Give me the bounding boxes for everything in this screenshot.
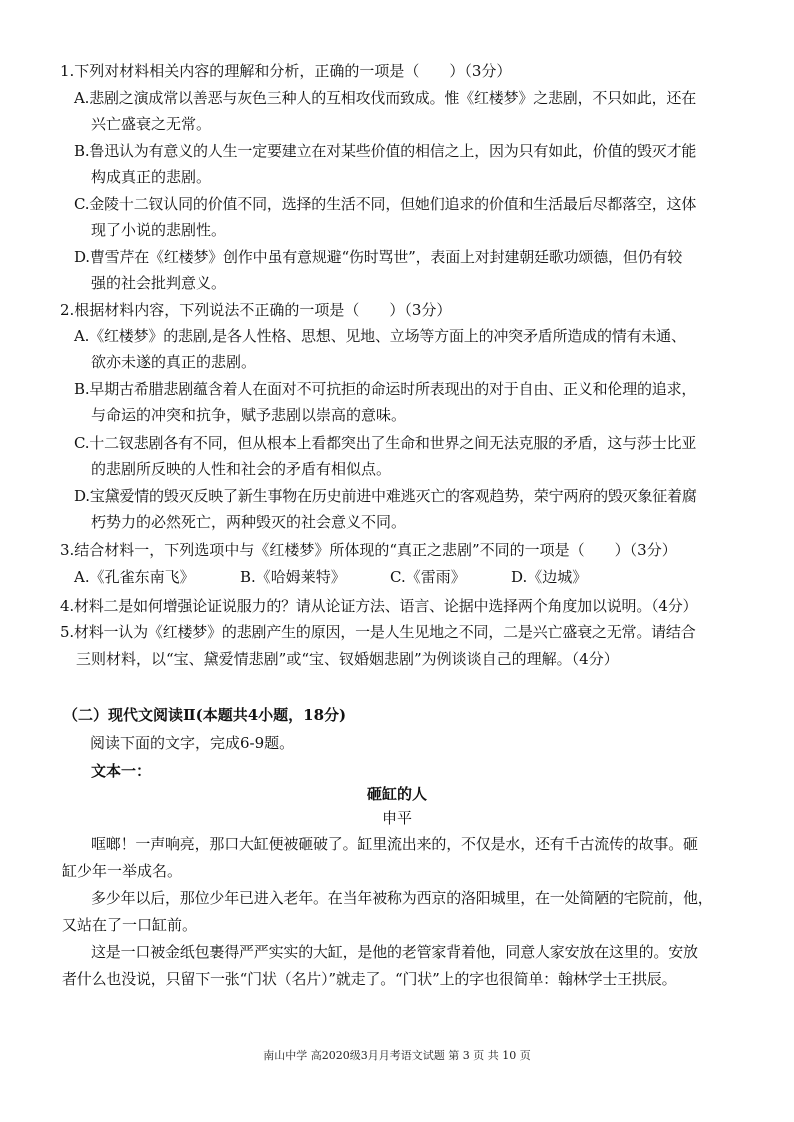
question-1-option-c: C.金陵十二钗认同的价值不同，选择的生活不同，但她们追求的价值和生活最后尽都落空，这体 <box>74 195 697 213</box>
question-1-option-c-cont: 现了小说的悲剧性。 <box>91 221 227 239</box>
story-author: 申平 <box>381 809 412 827</box>
text-label: 文本一： <box>91 762 152 780</box>
question-2-stem: 2.根据材料内容，下列说法不正确的一项是（ ）（3分） <box>60 301 452 319</box>
question-3-choice-b: B.《哈姆莱特》 <box>240 568 346 586</box>
question-1-option-a-cont: 兴亡盛衰之无常。 <box>91 115 212 133</box>
question-1-stem: 1.下列对材料相关内容的理解和分析，正确的一项是（ ）（3分） <box>60 62 512 80</box>
story-paragraph-1-cont: 缸少年一举成名。 <box>62 862 183 880</box>
story-paragraph-2-cont: 又站在了一口缸前。 <box>62 916 198 934</box>
story-paragraph-3-cont: 者什么也没说，只留下一张“门状（名片）”就走了。“门状”上的字也很简单：翰林学士王拱辰。 <box>62 970 677 988</box>
question-2-option-d: D.宝黛爱情的毁灭反映了新生事物在历史前进中难逃灭亡的客观趋势，荣宁两府的毁灭象征着腐 <box>74 487 697 505</box>
question-1-option-d-cont: 强的社会批判意义。 <box>91 274 227 292</box>
question-1-option-b: B.鲁迅认为有意义的人生一定要建立在对某些价值的相信之上，因为只有如此，价值的毁灭才能 <box>74 142 697 160</box>
page-footer: 南山中学 高2020级3月月考语文试题 第 3 页 共 10 页 <box>263 1049 531 1062</box>
question-2-option-c-cont: 的悲剧所反映的人性和社会的矛盾有相似点。 <box>91 460 392 478</box>
story-paragraph-2: 多少年以后，那位少年已进入老年。在当年被称为西京的洛阳城里，在一处简陋的宅院前，他， <box>91 889 713 907</box>
question-1-option-d: D.曹雪芹在《红楼梦》创作中虽有意规避“伤时骂世”，表面上对封建朝廷歌功颂德，但仍有较 <box>74 248 683 266</box>
question-3-stem: 3.结合材料一，下列选项中与《红楼梦》所体现的“真正之悲剧”不同的一项是（ ）（3分） <box>60 541 677 559</box>
story-paragraph-3: 这是一口被金纸包裹得严严实实的大缸，是他的老管家背着他，同意人家安放在这里的。安放 <box>91 943 698 961</box>
question-3-choice-a: A.《孔雀东南飞》 <box>74 568 195 586</box>
question-5-stem: 5.材料一认为《红楼梦》的悲剧产生的原因，一是人生见地之不同，二是兴亡盛衰之无常。请结合 <box>60 623 696 641</box>
story-paragraph-1: 哐啷！一声响亮，那口大缸便被砸破了。缸里流出来的，不仅是水，还有千古流传的故事。砸 <box>91 835 698 853</box>
story-title: 砸缸的人 <box>366 785 427 803</box>
question-3-choice-d: D.《边城》 <box>511 568 588 586</box>
section-instruction: 阅读下面的文字，完成6-9题。 <box>90 734 295 752</box>
question-4-stem: 4.材料二是如何增强论证说服力的？请从论证方法、语言、论据中选择两个角度加以说明。（4分） <box>60 597 698 615</box>
question-2-option-a-cont: 欲亦未遂的真正的悲剧。 <box>91 353 257 371</box>
question-1-option-b-cont: 构成真正的悲剧。 <box>91 168 212 186</box>
question-2-option-d-cont: 朽势力的必然死亡，两种毁灭的社会意义不同。 <box>91 513 407 531</box>
question-1-option-a: A.悲剧之演成常以善恶与灰色三种人的互相攻伐而致成。惟《红楼梦》之悲剧，不只如此，还在 <box>74 89 697 107</box>
question-2-option-c: C.十二钗悲剧各有不同，但从根本上看都突出了生命和世界之间无法克服的矛盾，这与莎士比亚 <box>74 434 697 452</box>
question-3-choice-c: C.《雷雨》 <box>390 568 466 586</box>
question-2-option-b-cont: 与命运的冲突和抗争，赋予悲剧以崇高的意味。 <box>91 406 407 424</box>
section-heading: （二）现代文阅读Ⅱ(本题共4小题，18分) <box>63 706 347 724</box>
question-5-stem-cont: 三则材料，以“宝、黛爱情悲剧”或“宝、钗婚姻悲剧”为例谈谈自己的理解。（4分） <box>76 650 619 668</box>
question-2-option-b: B.早期古希腊悲剧蕴含着人在面对不可抗拒的命运时所表现出的对于自由、正义和伦理的追求， <box>74 380 697 398</box>
question-2-option-a: A.《红楼梦》的悲剧,是各人性格、思想、见地、立场等方面上的冲突矛盾所造成的情有未通、 <box>74 327 686 345</box>
